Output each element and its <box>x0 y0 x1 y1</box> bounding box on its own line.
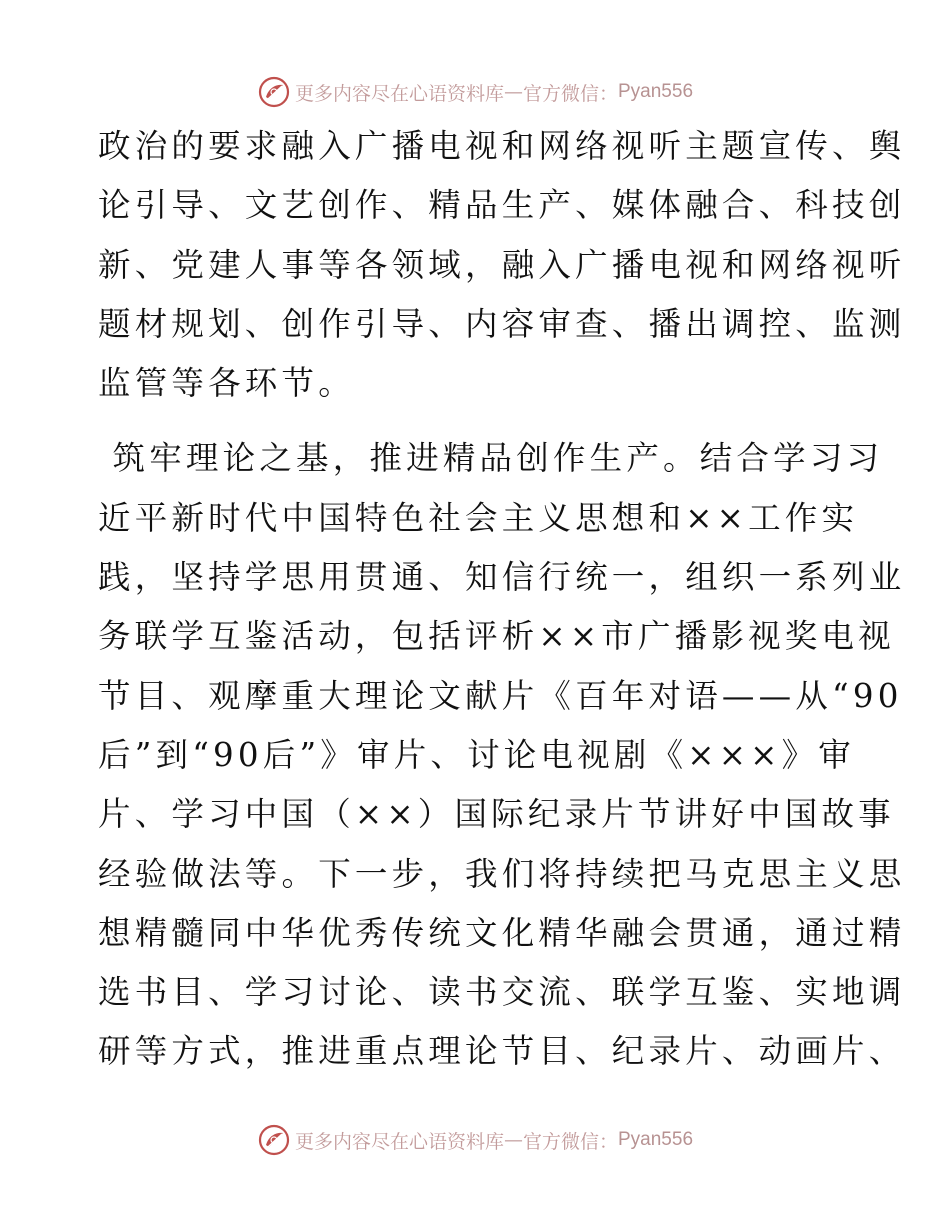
text-line: 题材规划、创作引导、内容审查、播出调控、监测 <box>98 304 906 343</box>
watermark-wechat-label: 官方微信： <box>522 1130 618 1153</box>
text-line: 践，坚持学思用贯通、知信行统一，组织一系列业 <box>98 558 906 597</box>
watermark-wechat-label: 官方微信： <box>522 82 618 105</box>
text-line: 筑牢理论之基，推进精品创作生产。结合学习习 <box>98 439 884 478</box>
brand-logo-icon <box>257 75 291 109</box>
footer-watermark <box>0 1120 950 1160</box>
paragraph-1 <box>98 117 906 413</box>
text-line: 后”到“90后”》审片、讨论电视剧《×××》审 <box>98 735 855 774</box>
text-line: 务联学互鉴活动，包括评析××市广播影视奖电视 <box>98 617 895 656</box>
paragraph-2 <box>98 429 906 1081</box>
watermark-wechat-id: Pyan556 <box>618 1129 694 1150</box>
text-line: 节目、观摩重大理论文献片《百年对语——从“90 <box>98 676 903 715</box>
text-line: 政治的要求融入广播电视和网络视听主题宣传、舆 <box>98 127 906 165</box>
text-line: 论引导、文艺创作、精品生产、媒体融合、科技创 <box>98 186 906 225</box>
watermark-separator: — <box>503 1129 523 1151</box>
text-line: 想精髓同中华优秀传统文化精华融会贯通，通过精 <box>98 913 906 952</box>
watermark-separator: — <box>503 81 523 103</box>
watermark-brand-text: 更多内容尽在心语资料库 <box>294 82 504 105</box>
text-line: 选书目、学习讨论、读书交流、联学互鉴、实地调 <box>98 973 906 1012</box>
text-line: 研等方式，推进重点理论节目、纪录片、动画片、 <box>98 1032 906 1071</box>
text-line: 片、学习中国（××）国际纪录片节讲好中国故事 <box>98 795 895 834</box>
document-body <box>98 117 906 1082</box>
text-line: 经验做法等。下一步，我们将持续把马克思主义思 <box>98 854 906 893</box>
watermark-wechat-id: Pyan556 <box>618 81 694 102</box>
header-watermark <box>0 72 950 112</box>
text-line: 近平新时代中国特色社会主义思想和××工作实 <box>98 498 859 537</box>
brand-logo-icon <box>257 1123 291 1157</box>
text-line: 新、党建人事等各领域，融入广播电视和网络视听 <box>98 245 906 284</box>
text-line: 监管等各环节。 <box>98 364 355 403</box>
watermark-brand-text: 更多内容尽在心语资料库 <box>294 1130 504 1153</box>
